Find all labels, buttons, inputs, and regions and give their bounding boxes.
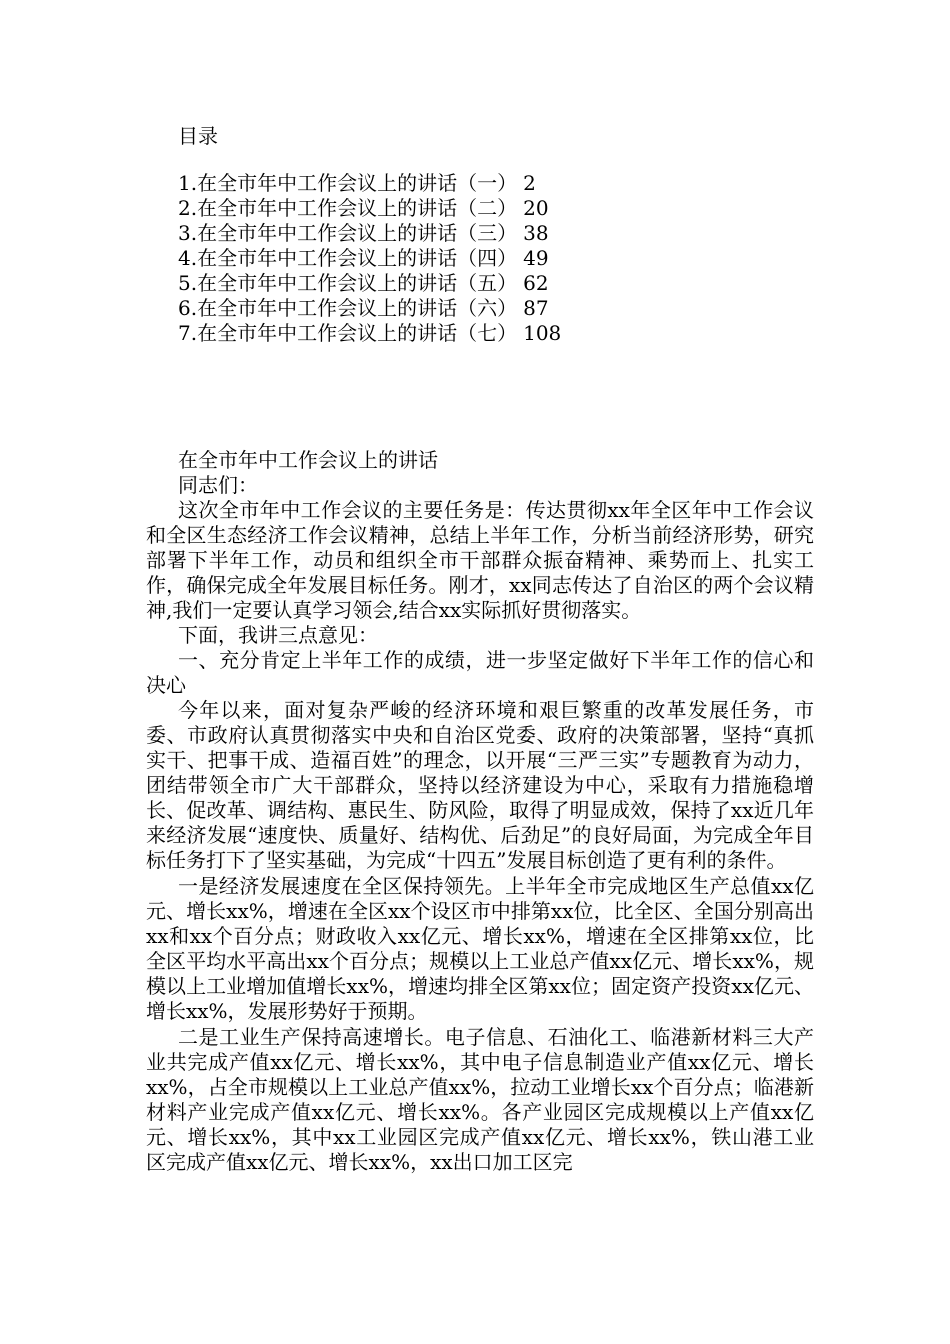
toc-item-page: 108 [523, 321, 562, 345]
toc-item-page: 20 [523, 196, 549, 220]
toc-item-label: 6.在全市年中工作会议上的讲话（六） [178, 296, 518, 320]
toc-item-page: 38 [523, 221, 549, 245]
paragraph: 二是工业生产保持高速增长。电子信息、石油化工、临港新材料三大产业共完成产值xx亿元、增长xx%，其中电子信息制造业产值xx亿元、增长xx%，占全市规模以上工业总产值xx%，拉动工业增长xx个百分点；临港新材料产业完成产值xx亿元、增长xx%。各产业园区完成规模以上产值xx亿元、增长xx%，其中xx工业园区完成产值xx亿元、增长xx%，铁山港工业区完成产值xx亿元、增长xx%，xx出口加工区完 [146, 1025, 814, 1174]
toc-item[interactable] [178, 271, 561, 296]
article-title: 在全市年中工作会议上的讲话 [178, 448, 438, 472]
paragraph: 下面，我讲三点意见： [178, 623, 378, 647]
paragraph: 今年以来，面对复杂严峻的经济环境和艰巨繁重的改革发展任务，市委、市政府认真贯彻落实中央和自治区党委、政府的决策部署，坚持“真抓实干、把事干成、造福百姓”的理念，以开展“三严三实”专题教育为动力，团结带领全市广大干部群众，坚持以经济建设为中心，采取有力措施稳增长、促改革、调结构、惠民生、防风险，取得了明显成效，保持了xx近几年来经济发展“速度快、质量好、结构优、后劲足”的良好局面，为完成全年目标任务打下了坚实基础，为完成“十四五”发展目标创造了更有利的条件。 [146, 698, 814, 872]
toc-item-page: 2 [523, 171, 536, 195]
toc-title: 目录 [178, 124, 218, 148]
toc-item[interactable] [178, 171, 561, 196]
toc-item-label: 7.在全市年中工作会议上的讲话（七） [178, 321, 518, 345]
toc-item-label: 4.在全市年中工作会议上的讲话（四） [178, 246, 518, 270]
toc-item-label: 2.在全市年中工作会议上的讲话（二） [178, 196, 518, 220]
toc-item[interactable] [178, 196, 561, 221]
toc-item-page: 49 [523, 246, 549, 270]
toc-item-page: 87 [523, 296, 549, 320]
toc-item[interactable] [178, 321, 561, 346]
toc-item-label: 1.在全市年中工作会议上的讲话（一） [178, 171, 518, 195]
paragraph: 一是经济发展速度在全区保持领先。上半年全市完成地区生产总值xx亿元、增长xx%，增速在全区xx个设区市中排第xx位，比全区、全国分别高出xx和xx个百分点；财政收入xx亿元、增长xx%，增速在全区排第xx位，比全区平均水平高出xx个百分点；规模以上工业总产值xx亿元、增长xx%，规模以上工业增加值增长xx%，增速均排全区第xx位；固定资产投资xx亿元、增长xx%，发展形势好于预期。 [146, 874, 814, 1023]
paragraph: 这次全市年中工作会议的主要任务是：传达贯彻xx年全区年中工作会议和全区生态经济工作会议精神，总结上半年工作，分析当前经济形势，研究部署下半年工作，动员和组织全市干部群众振奋精神、乘势而上、扎实工作，确保完成全年发展目标任务。刚才，xx同志传达了自治区的两个会议精神,我们一定要认真学习领会,结合xx实际抓好贯彻落实。 [146, 498, 814, 622]
section-heading: 一、充分肯定上半年工作的成绩，进一步坚定做好下半年工作的信心和决心 [146, 648, 814, 697]
article-body [146, 448, 814, 1175]
table-of-contents [178, 171, 561, 346]
toc-item-page: 62 [523, 271, 549, 295]
toc-item-label: 5.在全市年中工作会议上的讲话（五） [178, 271, 518, 295]
toc-item[interactable] [178, 221, 561, 246]
toc-item-label: 3.在全市年中工作会议上的讲话（三） [178, 221, 518, 245]
toc-item[interactable] [178, 296, 561, 321]
toc-item[interactable] [178, 246, 561, 271]
salutation: 同志们： [178, 473, 258, 497]
